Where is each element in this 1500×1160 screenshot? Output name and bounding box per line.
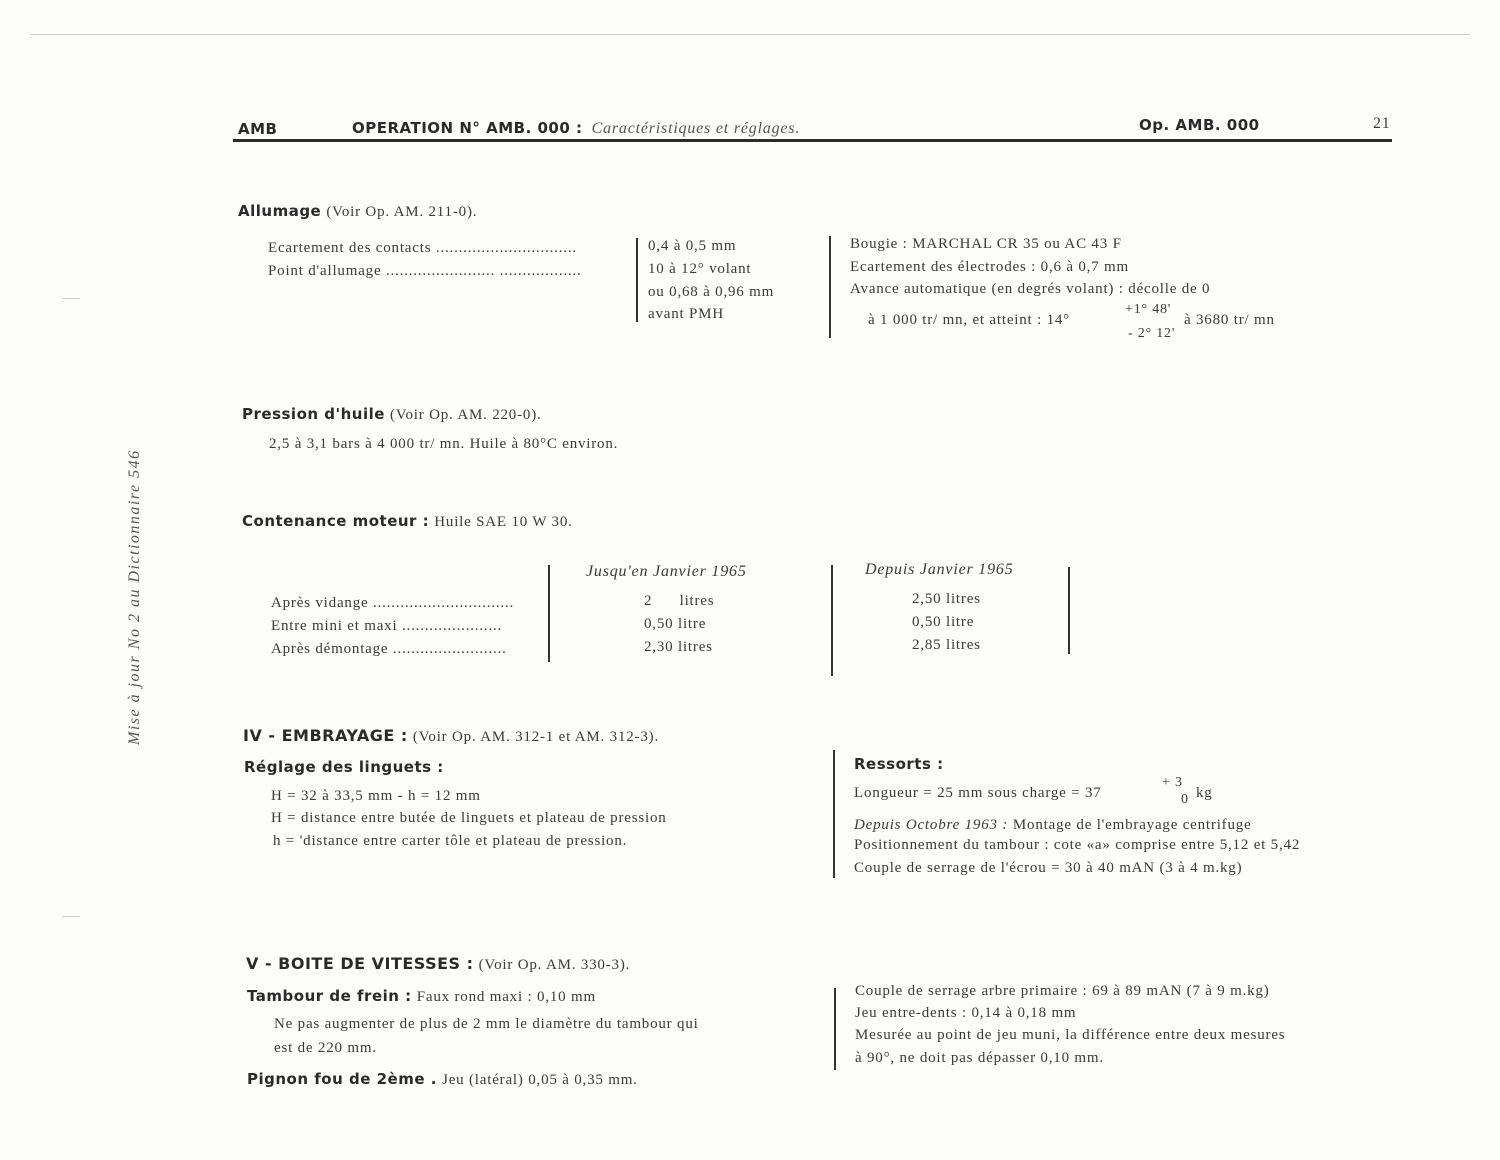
reglage-linguets-title: Réglage des linguets : <box>244 758 444 776</box>
allumage-row-label: Point d'allumage ........................ .................. <box>268 263 582 279</box>
header-left: AMB <box>238 120 278 138</box>
boite-right-line: Couple de serrage arbre primaire : 69 à 89 mAN (7 à 9 m.kg) <box>855 983 1270 999</box>
header-rule <box>233 139 1392 142</box>
contenance-value-before: 0,50 litre <box>644 616 707 632</box>
contenance-heading <box>242 511 573 531</box>
pression-heading <box>242 404 542 424</box>
avance-line: Avance automatique (en degrés volant) : décolle de 0 <box>850 281 1211 297</box>
depuis-octobre-line <box>854 815 1252 834</box>
reglage-line: H = 32 à 33,5 mm - h = 12 mm <box>271 788 481 804</box>
allumage-ref: (Voir Op. AM. 211-0). <box>326 204 478 220</box>
contenance-value-before: 2,30 litres <box>644 639 713 655</box>
embrayage-ref: (Voir Op. AM. 312-1 et AM. 312-3). <box>412 729 659 745</box>
depuis-octobre-text: Montage de l'embrayage centrifuge <box>1012 817 1252 833</box>
contenance-value-after: 2,85 litres <box>912 637 981 653</box>
boite-right-line: Mesurée au point de jeu muni, la différence entre deux mesures <box>855 1027 1286 1043</box>
contenance-value-before: 2 litres <box>644 593 715 609</box>
embrayage-heading <box>243 726 659 746</box>
allumage-value-extra: avant PMH <box>648 306 724 322</box>
allumage-title: Allumage <box>238 202 322 220</box>
pression-ref: (Voir Op. AM. 220-0). <box>390 407 542 423</box>
embrayage-title: IV - EMBRAYAGE : <box>243 726 408 745</box>
avance-tolerance-plus: +1° 48' <box>1125 302 1172 317</box>
bougie-line: Bougie : MARCHAL CR 35 ou AC 43 F <box>850 236 1122 252</box>
allumage-row-value: 0,4 à 0,5 mm <box>648 238 737 254</box>
contenance-row-label: Après démontage ......................... <box>271 641 507 657</box>
longueur-tolerance-zero: 0 <box>1181 792 1189 807</box>
ressorts-title: Ressorts : <box>854 755 944 773</box>
allumage-heading <box>238 201 477 221</box>
scan-mark <box>62 298 80 299</box>
boite-right-line: Jeu entre-dents : 0,14 à 0,18 mm <box>855 1005 1077 1021</box>
tambour-text: Faux rond maxi : 0,10 mm <box>416 989 596 1005</box>
reglage-line: h = 'distance entre carter tôle et plateau de pression. <box>273 833 628 849</box>
pression-text: 2,5 à 3,1 bars à 4 000 tr/ mn. Huile à 80°C environ. <box>269 436 619 452</box>
column-divider <box>829 236 831 338</box>
column-divider <box>831 565 833 676</box>
column-divider <box>636 238 638 322</box>
column-divider <box>548 565 550 662</box>
contenance-row-label: Après vidange ............................... <box>271 595 515 611</box>
allumage-row-label: Ecartement des contacts ............................... <box>268 240 577 256</box>
contenance-row-label: Entre mini et maxi ...................... <box>271 618 503 634</box>
contenance-value-after: 2,50 litres <box>912 591 981 607</box>
reglage-line: H = distance entre butée de linguets et plateau de pression <box>271 810 667 826</box>
contenance-title: Contenance moteur : <box>242 512 430 530</box>
depuis-octobre-date: Depuis Octobre 1963 : <box>854 817 1009 833</box>
tambour-note: est de 220 mm. <box>274 1040 377 1056</box>
scan-top-edge <box>30 34 1470 35</box>
col-header-before-1965: Jusqu'en Janvier 1965 <box>586 563 747 580</box>
longueur-unit: kg <box>1196 785 1213 801</box>
positionnement-line: Positionnement du tambour : cote «a» comprise entre 5,12 et 5,42 <box>854 837 1301 853</box>
tambour-note: Ne pas augmenter de plus de 2 mm le diamètre du tambour qui <box>274 1016 699 1032</box>
pignon-line <box>247 1069 638 1089</box>
header-op-ref: Op. AMB. 000 <box>1139 116 1260 134</box>
pignon-text: Jeu (latéral) 0,05 à 0,35 mm. <box>442 1072 638 1088</box>
boite-ref: (Voir Op. AM. 330-3). <box>478 957 631 973</box>
header-operation <box>352 118 800 138</box>
avance-line-4: à 1 000 tr/ mn, et atteint : 14° <box>868 312 1070 328</box>
tambour-line <box>247 986 596 1006</box>
column-divider <box>834 988 836 1070</box>
scan-mark <box>62 916 80 917</box>
header-operation-number: OPERATION N° AMB. 000 : <box>352 119 583 137</box>
allumage-value-extra: ou 0,68 à 0,96 mm <box>648 284 775 300</box>
pignon-title: Pignon fou de 2ème . <box>247 1070 437 1088</box>
longueur-line: Longueur = 25 mm sous charge = 37 <box>854 785 1102 801</box>
page-number: 21 <box>1373 115 1391 132</box>
longueur-tolerance-plus: + 3 <box>1162 775 1183 790</box>
boite-right-line: à 90°, ne doit pas dépasser 0,10 mm. <box>855 1050 1104 1066</box>
allumage-row-value: 10 à 12° volant <box>648 261 752 277</box>
couple-ecrou-line: Couple de serrage de l'écrou = 30 à 40 mAN (3 à 4 m.kg) <box>854 860 1243 876</box>
col-header-after-1965: Depuis Janvier 1965 <box>865 561 1014 578</box>
boite-title: V - BOITE DE VITESSES : <box>246 954 474 973</box>
tambour-title: Tambour de frein : <box>247 987 412 1005</box>
column-divider <box>833 750 835 878</box>
sidebar-update-note: Mise à jour No 2 au Dictionnaire 546 <box>126 449 143 745</box>
header-operation-subtitle: Caractéristiques et réglages. <box>591 120 801 137</box>
contenance-text: Huile SAE 10 W 30. <box>434 514 573 530</box>
electrodes-line: Ecartement des électrodes : 0,6 à 0,7 mm <box>850 259 1129 275</box>
pression-title: Pression d'huile <box>242 405 385 423</box>
avance-tolerance-minus: - 2° 12' <box>1128 326 1176 341</box>
boite-heading <box>246 954 630 974</box>
column-divider <box>1068 567 1070 654</box>
contenance-value-after: 0,50 litre <box>912 614 975 630</box>
avance-line-end: à 3680 tr/ mn <box>1184 312 1275 328</box>
